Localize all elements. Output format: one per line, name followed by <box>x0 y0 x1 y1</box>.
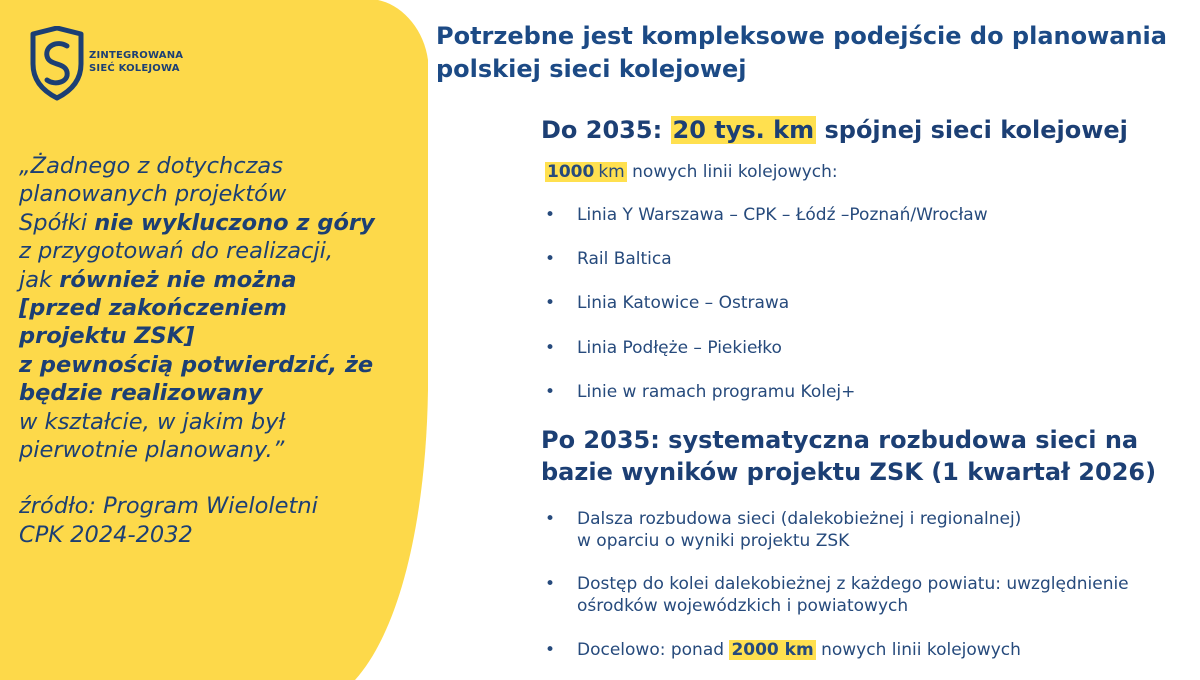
logo-line-2: SIEĆ KOLEJOWA <box>89 63 180 74</box>
source-line: źródło: Program Wieloletni <box>19 493 318 520</box>
bullet-dot: • <box>545 574 556 594</box>
list-item: • Docelowo: ponad 2000 km nowych linii kolejowych <box>545 640 1021 660</box>
highlight-2000-km: 2000 km <box>731 640 814 660</box>
list-item: • Rail Baltica <box>545 249 672 269</box>
quote-emphasis: nie wykluczono z góry <box>94 209 375 236</box>
zsk-shield-logo-icon <box>27 26 87 102</box>
quote-line: [przed zakończeniem <box>19 295 287 322</box>
bullet-dot: • <box>545 640 556 660</box>
quote-line: projektu ZSK] <box>19 323 195 350</box>
source-line: CPK 2024-2032 <box>19 521 193 548</box>
quote-line: z pewnością potwierdzić, że <box>19 351 374 378</box>
quote-emphasis: również nie można <box>59 266 297 293</box>
bullet-dot: • <box>545 338 556 358</box>
logo-line-1: ZINTEGROWANA <box>89 50 184 61</box>
quote-line: będzie realizowany <box>19 380 263 407</box>
logo <box>27 26 197 102</box>
bullet-dot: • <box>545 249 556 269</box>
new-lines-subheading: 1000 km nowych linii kolejowych: <box>547 162 838 182</box>
section-heading-2035: Do 2035: 20 tys. km spójnej sieci kolejowej <box>541 116 1128 144</box>
section-heading-after-2035: Po 2035: systematyczna rozbudowa sieci na bazie wyników projektu ZSK (1 kwartał 2026) <box>541 426 1157 486</box>
quote-line: pierwotnie planowany.” <box>19 437 285 464</box>
quote-line: planowanych projektów <box>19 181 287 208</box>
logo-text <box>89 49 183 75</box>
quote-line: w kształcie, w jakim był <box>19 408 285 435</box>
list-item: • Dalsza rozbudowa sieci (dalekobieżnej i regionalnej) w oparciu o wyniki projektu ZSK <box>545 509 1022 551</box>
list-item: • Linia Podłęże – Piekiełko <box>545 338 782 358</box>
bullet-dot: • <box>545 205 556 225</box>
page-title <box>436 20 1196 86</box>
page-title-line-2: polskiej sieci kolejowej <box>436 55 747 83</box>
quote-source <box>19 492 409 549</box>
quote-line: z przygotowań do realizacji, <box>19 238 334 265</box>
bullet-dot: • <box>545 293 556 313</box>
quote-line: Spółki nie wykluczono z góry <box>19 209 375 236</box>
highlight-km: km <box>598 162 625 182</box>
list-item: • Linia Y Warszawa – CPK – Łódź –Poznań/Wrocław <box>545 205 988 225</box>
list-item: • Linia Katowice – Ostrawa <box>545 293 790 313</box>
list-item: • Dostęp do kolei dalekobieżnej z każdego powiatu: uwzględnienie ośrodków wojewódzkich i powiatowych <box>545 574 1129 616</box>
bullet-dot: • <box>545 382 556 402</box>
highlight-20-tys-km: 20 tys. km <box>672 116 815 144</box>
quote-line: jak również nie można <box>19 266 297 293</box>
page-title-line-1: Potrzebne jest kompleksowe podejście do planowania <box>436 22 1167 50</box>
quote-line: „Żadnego z dotychczas <box>19 153 283 179</box>
highlight-1000: 1000 <box>547 162 595 182</box>
list-item: • Linie w ramach programu Kolej+ <box>545 382 856 402</box>
quote-block <box>19 152 409 549</box>
bullet-dot: • <box>545 509 556 529</box>
